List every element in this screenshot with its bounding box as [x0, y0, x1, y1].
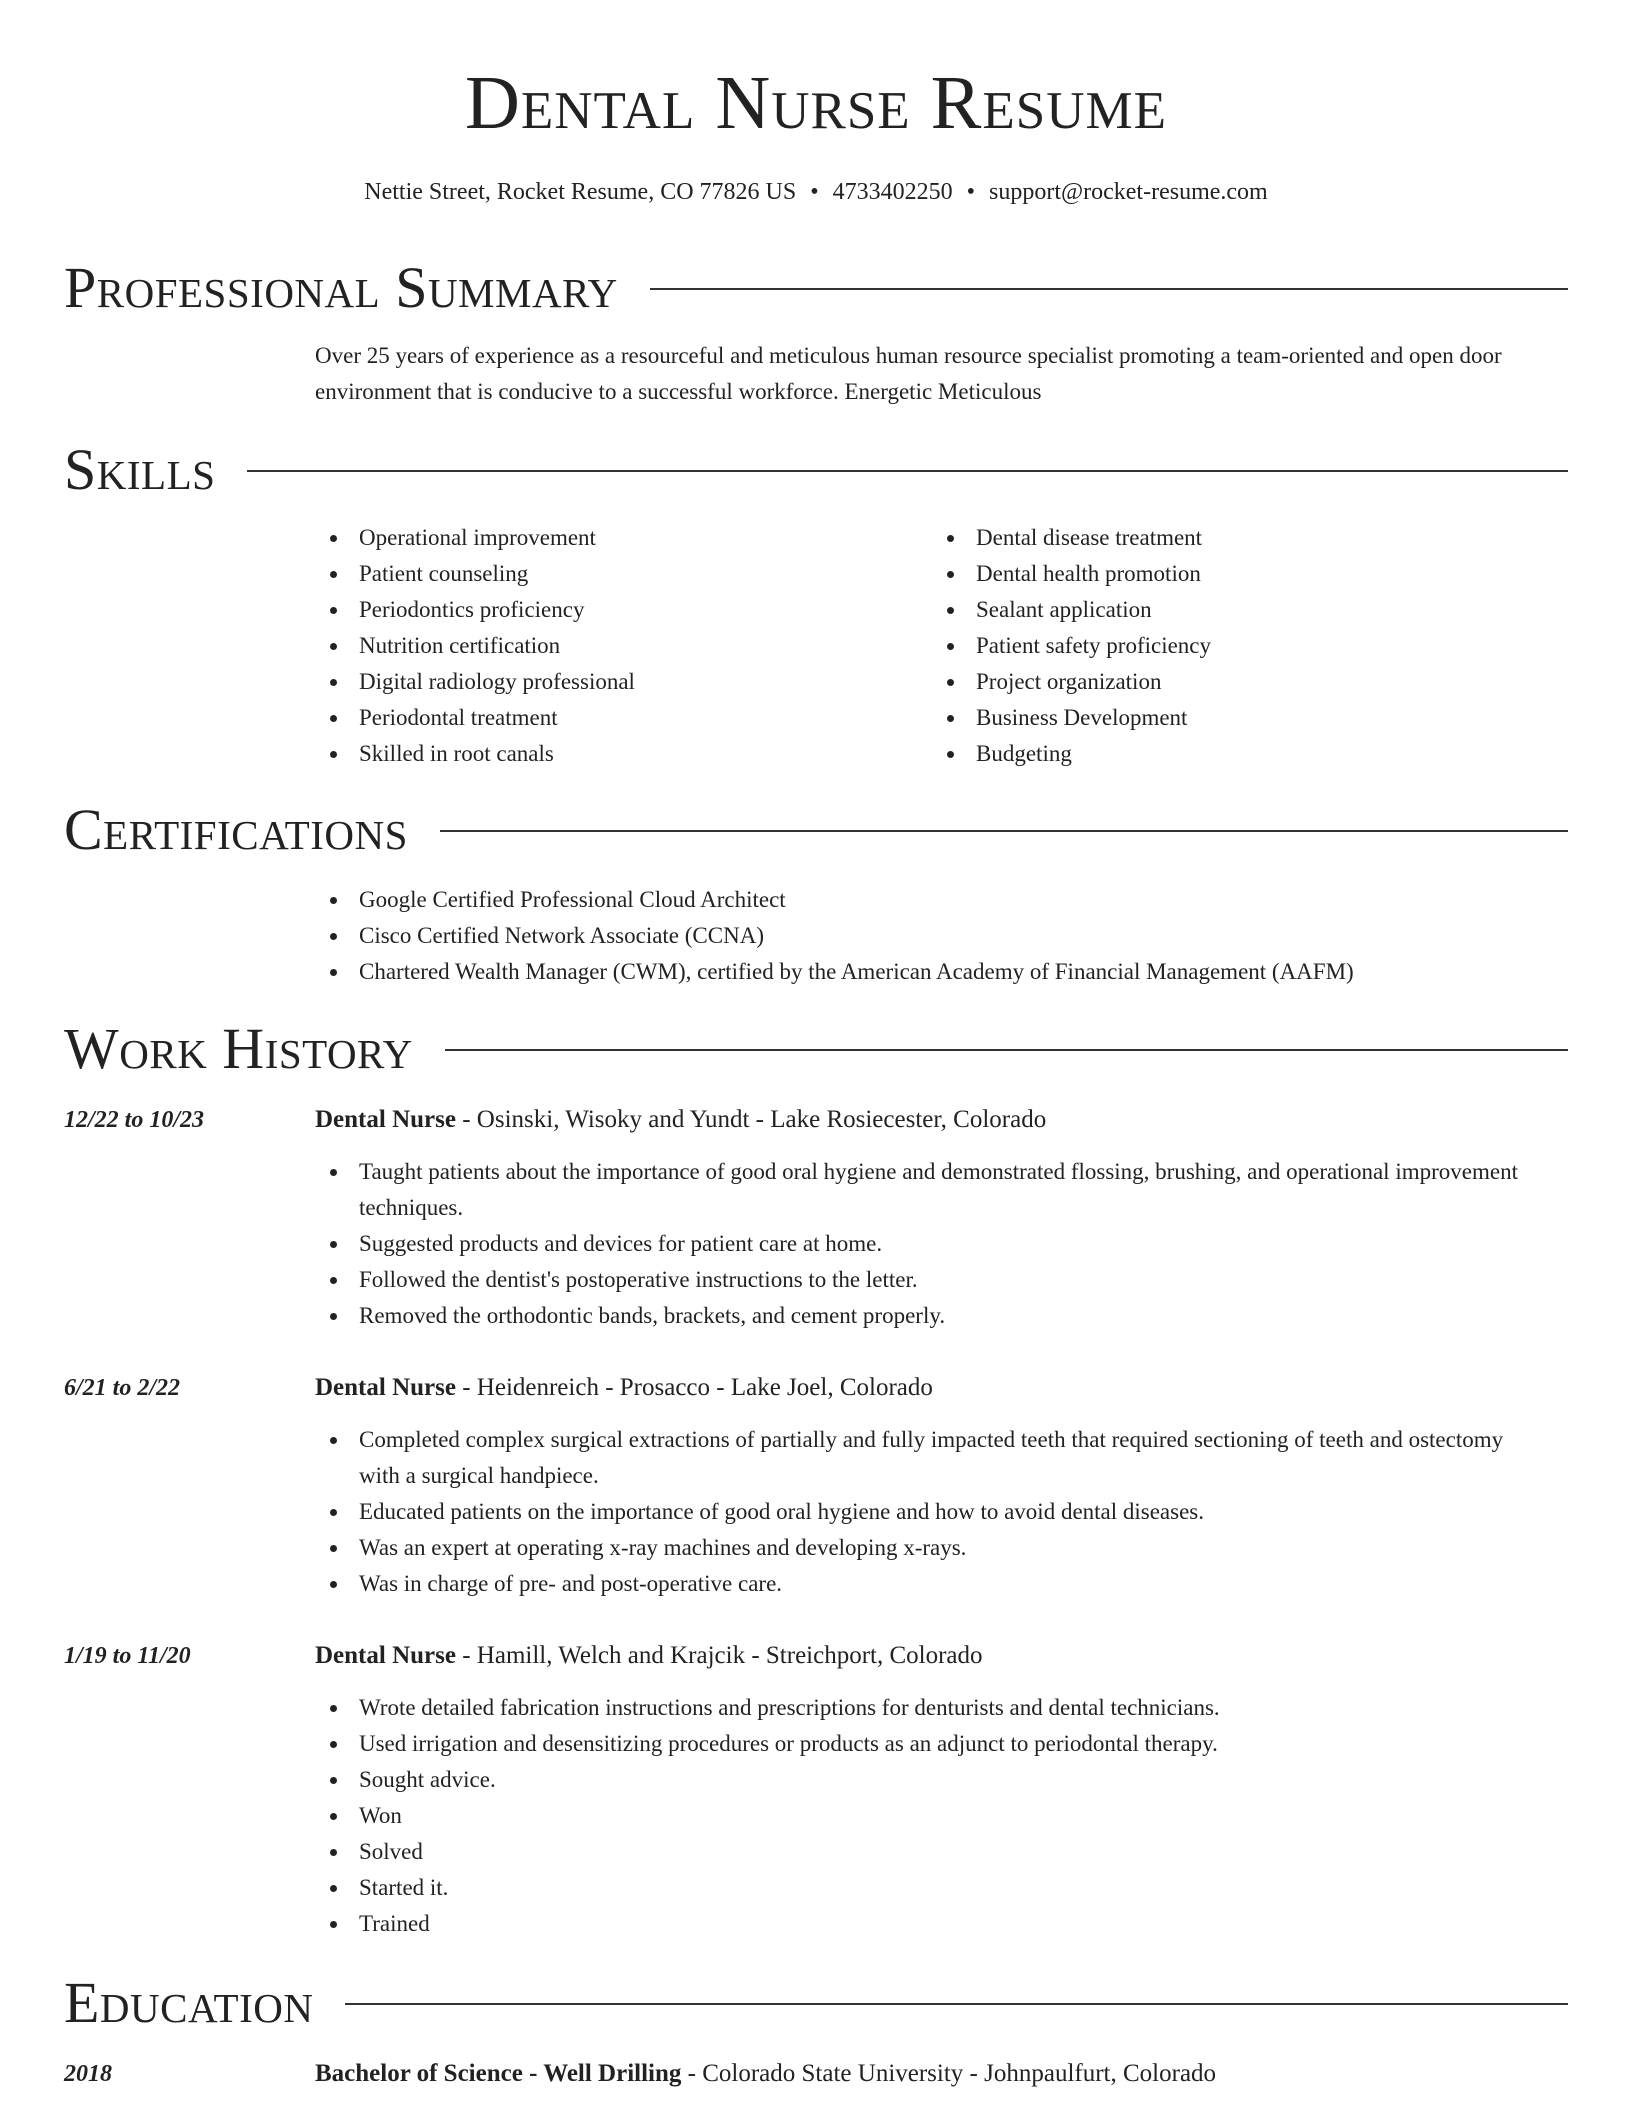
skill-item: Operational improvement — [315, 520, 915, 556]
job-bullet: Started it. — [315, 1870, 1542, 1906]
skill-item: Business Development — [932, 700, 1532, 736]
contact-separator: • — [810, 179, 819, 205]
certifications-list — [315, 882, 1568, 990]
skill-item: Digital radiology professional — [315, 664, 915, 700]
job-bullet: Educated patients on the importance of good oral hygiene and how to avoid dental diseases. — [315, 1494, 1542, 1530]
job-date: 12/22 to 10/23 — [64, 1107, 205, 1133]
skill-item: Patient safety proficiency — [932, 628, 1532, 664]
skill-item: Sealant application — [932, 592, 1532, 628]
skill-item: Periodontal treatment — [315, 700, 915, 736]
certification-item: Chartered Wealth Manager (CWM), certified by the American Academy of Financial Management (AAFM) — [315, 954, 1568, 990]
section-heading-work-history — [64, 1017, 1568, 1081]
job-bullet: Taught patients about the importance of good oral hygiene and demonstrated flossing, brushing, and operational improvement techniques. — [315, 1154, 1542, 1226]
job-details: - Osinski, Wisoky and Yundt - Lake Rosiecester, Colorado — [455, 1106, 1047, 1133]
job-bullet: Wrote detailed fabrication instructions and prescriptions for denturists and dental technicians. — [315, 1690, 1542, 1726]
skill-item: Periodontics proficiency — [315, 592, 915, 628]
job-role: Dental Nurse — [315, 1106, 456, 1133]
job-bullet: Followed the dentist's postoperative instructions to the letter. — [315, 1262, 1542, 1298]
education-degree: Bachelor of Science - Well Drilling — [315, 2060, 682, 2087]
resume-title: Dental Nurse Resume — [465, 61, 1167, 145]
job-bullet: Was an expert at operating x-ray machines and developing x-rays. — [315, 1530, 1542, 1566]
job-bullet: Suggested products and devices for patient care at home. — [315, 1226, 1542, 1262]
contact-phone: 4733402250 — [832, 179, 953, 205]
section-heading-skills — [64, 438, 1568, 502]
job-bullet: Completed complex surgical extractions of partially and fully impacted teeth that required sectioning of teeth and ostectomy with a surgical handpiece. — [315, 1422, 1542, 1494]
section-heading-summary — [64, 256, 1568, 320]
job-heading — [315, 1103, 1568, 1137]
job-role: Dental Nurse — [315, 1374, 456, 1401]
section-title: Education — [64, 1970, 314, 2035]
skill-item: Nutrition certification — [315, 628, 915, 664]
skills-list-right — [932, 520, 1532, 772]
skill-item: Project organization — [932, 664, 1532, 700]
section-title: Work History — [64, 1016, 413, 1081]
job-bullets — [315, 1690, 1542, 1942]
job-bullet: Used irrigation and desensitizing procedures or products as an adjunct to periodontal therapy. — [315, 1726, 1542, 1762]
section-title: Skills — [64, 437, 216, 502]
section-heading-education — [64, 1971, 1568, 2035]
skill-item: Dental disease treatment — [932, 520, 1532, 556]
section-title: Certifications — [64, 797, 408, 862]
section-divider — [440, 830, 1568, 832]
certification-item: Cisco Certified Network Associate (CCNA) — [315, 918, 1568, 954]
job-bullet: Was in charge of pre- and post-operative care. — [315, 1566, 1542, 1602]
job-bullets — [315, 1154, 1542, 1334]
contact-line — [0, 176, 1632, 208]
skill-item: Patient counseling — [315, 556, 915, 592]
section-divider — [445, 1049, 1568, 1051]
summary-text: Over 25 years of experience as a resourceful and meticulous human resource specialist promoting a team-oriented and open door environment that is conducive to a successful workforce. Energetic Meticulous — [315, 343, 1502, 404]
education-heading — [315, 2057, 1568, 2091]
section-title: Professional Summary — [64, 255, 618, 320]
education-details: - Colorado State University - Johnpaulfurt, Colorado — [681, 2060, 1217, 2087]
skills-list-left — [315, 520, 915, 772]
job-details: - Hamill, Welch and Krajcik - Streichport, Colorado — [455, 1642, 983, 1669]
skill-item: Skilled in root canals — [315, 736, 915, 772]
job-role: Dental Nurse — [315, 1642, 456, 1669]
job-bullet: Sought advice. — [315, 1762, 1542, 1798]
skill-item: Dental health promotion — [932, 556, 1532, 592]
section-heading-certifications — [64, 798, 1568, 862]
contact-separator: • — [966, 179, 976, 205]
job-bullet: Removed the orthodontic bands, brackets, and cement properly. — [315, 1298, 1542, 1334]
job-heading — [315, 1371, 1568, 1405]
contact-address: Nettie Street, Rocket Resume, CO 77826 US — [364, 179, 797, 205]
section-divider — [650, 288, 1568, 290]
certification-item: Google Certified Professional Cloud Architect — [315, 882, 1568, 918]
job-heading — [315, 1639, 1568, 1673]
education-date: 2018 — [64, 2061, 112, 2087]
section-divider — [247, 470, 1568, 472]
contact-email[interactable]: support@rocket-resume.com — [989, 179, 1268, 205]
section-divider — [345, 2003, 1568, 2005]
job-date: 1/19 to 11/20 — [64, 1643, 191, 1669]
job-date: 6/21 to 2/22 — [64, 1375, 181, 1401]
job-details: - Heidenreich - Prosacco - Lake Joel, Colorado — [455, 1374, 933, 1401]
job-bullets — [315, 1422, 1542, 1602]
job-bullet: Won — [315, 1798, 1542, 1834]
job-bullet: Trained — [315, 1906, 1542, 1942]
skill-item: Budgeting — [932, 736, 1532, 772]
job-bullet: Solved — [315, 1834, 1542, 1870]
